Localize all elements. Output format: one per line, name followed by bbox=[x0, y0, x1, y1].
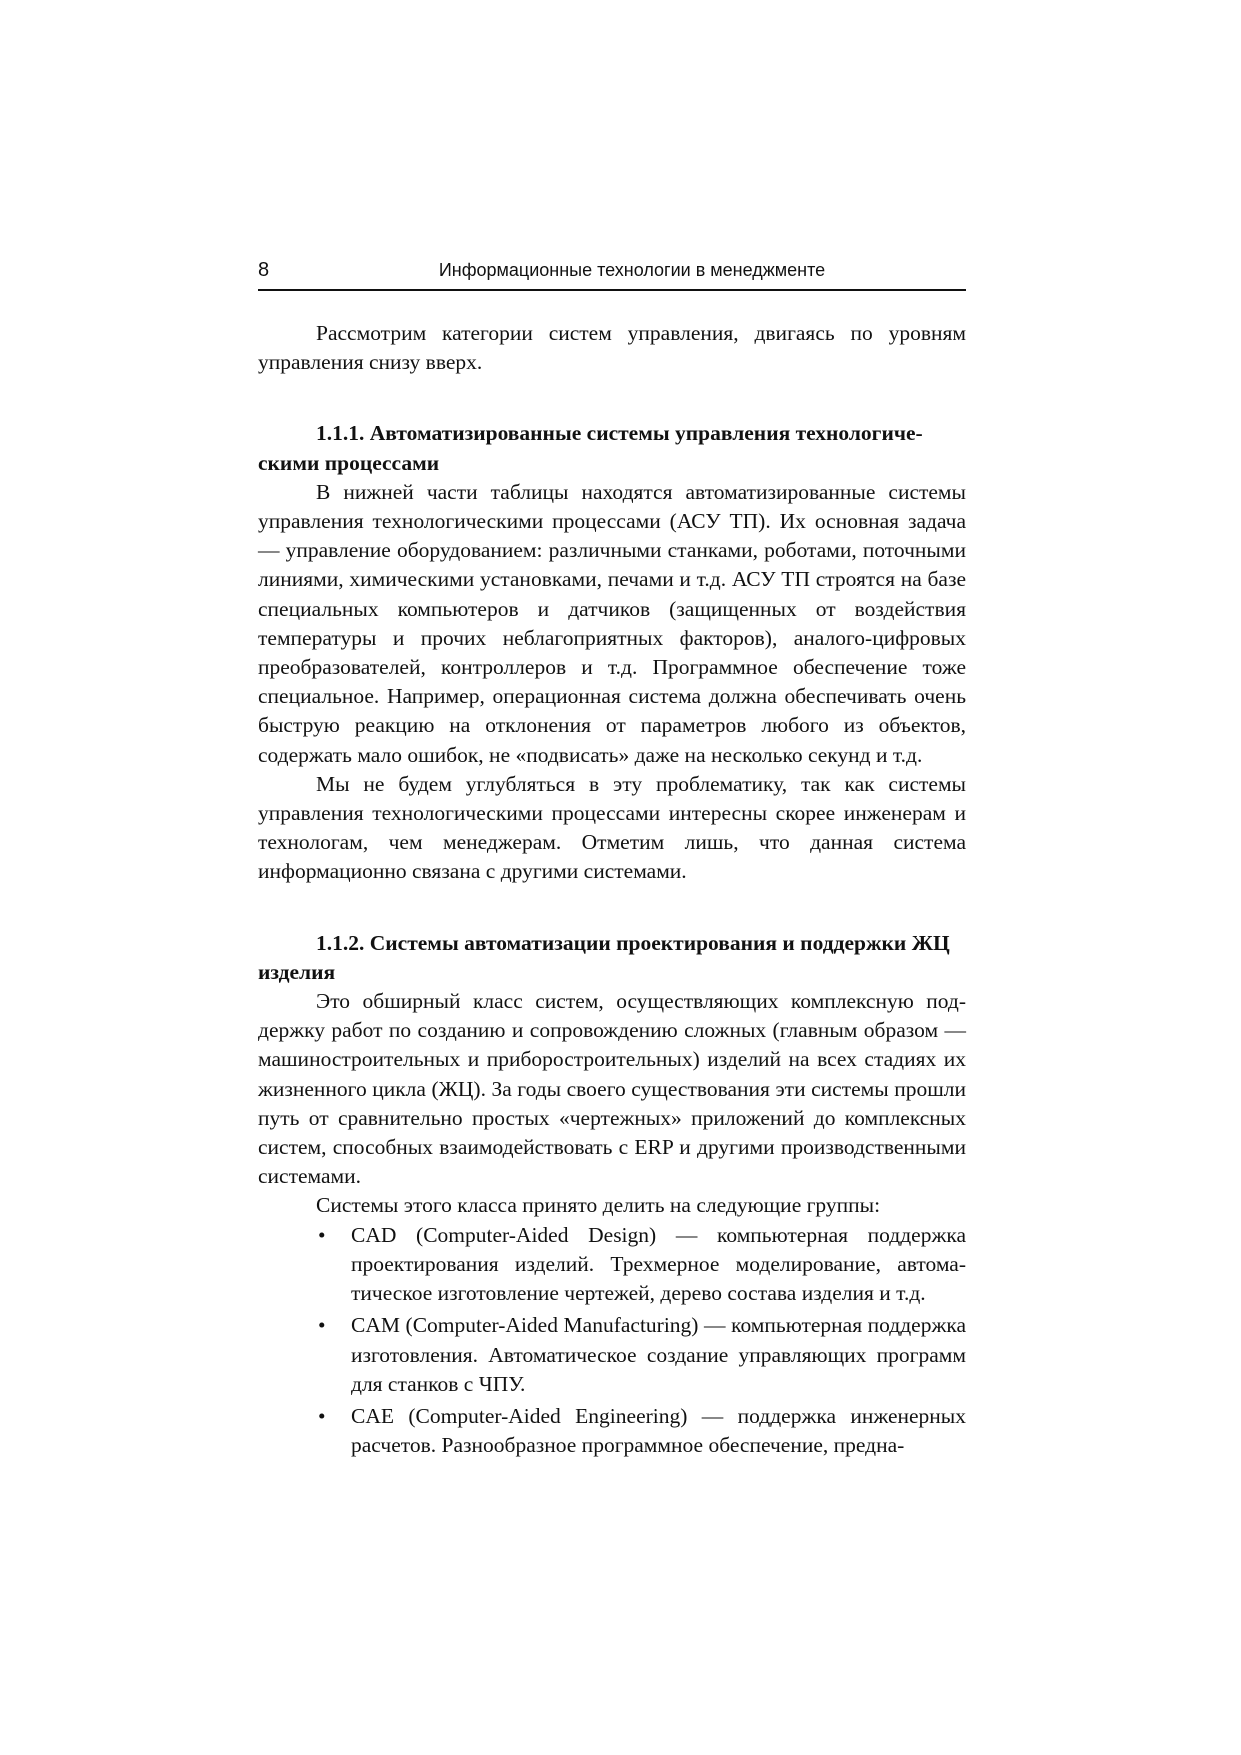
section-1-paragraph-2: Мы не будем углубляться в эту проблематику, так как системы управления технологическими процессами интересны скорее инженерам и технологам, чем менеджерам. Отметим лишь, что данная система информационно связана с другими системами. bbox=[258, 771, 966, 884]
bullet-icon: • bbox=[318, 1313, 326, 1338]
page-number: 8 bbox=[258, 259, 270, 281]
section-heading-1-1-1: 1.1.1. Автоматизированные системы управления технологическими процессами bbox=[258, 421, 923, 475]
section-1-paragraph-1: В нижней части таблицы находятся автоматизированные системы управления технологическими процессами (АСУ ТП). Их основная задача — управление оборудованием: различными станками, роботами, поточными линиями, химическими установками, печами и т.д. АСУ ТП строятся на базе специальных компьютеров и датчиков (защищенных от воздействия температуры и прочих неблагоприятных факторов), аналого-цифровых преобразователей, контроллеров и т.д. Программное обеспечение тоже специальное. Например, операционная система должна обеспечивать очень быструю реакцию на отклонения от параметров любого из объектов, содержать мало ошибок, не «подвисать» даже на несколько секунд и т.д. bbox=[258, 479, 966, 767]
running-title: Информационные технологии в менеджменте bbox=[438, 260, 826, 280]
list-item-text: CAE (Computer-Aided Engineering) — поддержка инженерных расчетов. Разнообразное программное обеспечение, предна- bbox=[351, 1403, 966, 1458]
book-page bbox=[258, 255, 966, 1463]
bullet-icon: • bbox=[318, 1403, 326, 1428]
list-item bbox=[258, 1402, 966, 1460]
systems-bullet-list bbox=[258, 1221, 966, 1461]
bullet-icon: • bbox=[318, 1222, 326, 1247]
list-item bbox=[258, 1221, 966, 1309]
list-item-text: CAD (Computer-Aided Design) — компьютерная поддержка проектирования изделий. Трехмерное моделирование, автоматическое изготовление чертежей, дерево состава изделия и т.д. bbox=[351, 1222, 966, 1306]
intro-paragraph: Рассмотрим категории систем управления, двигаясь по уровням управления снизу вверх. bbox=[258, 321, 966, 375]
list-item-text: CAM (Computer-Aided Manufacturing) — компьютерная поддержка изготовления. Автоматическое создание управляющих программ для станков с ЧПУ. bbox=[351, 1313, 966, 1396]
section-2-paragraph-2: Системы этого класса принято делить на следующие группы: bbox=[316, 1193, 881, 1218]
list-item bbox=[258, 1311, 966, 1399]
running-header bbox=[258, 255, 966, 291]
section-heading-1-1-2: 1.1.2. Системы автоматизации проектирования и поддержки ЖЦ изделия bbox=[258, 930, 950, 984]
section-2-paragraph-1: Это обширный класс систем, осуществляющих комплексную поддержку работ по созданию и сопровождению сложных (главным образом — машиностроительных и приборостроительных) изделий на всех стадиях их жизненного цикла (ЖЦ). За годы своего существования эти системы прошли путь от сравнительно простых «чертежных» приложений до комплексных систем, способных взаимодействовать с ERP и другими производственными системами. bbox=[258, 989, 966, 1189]
